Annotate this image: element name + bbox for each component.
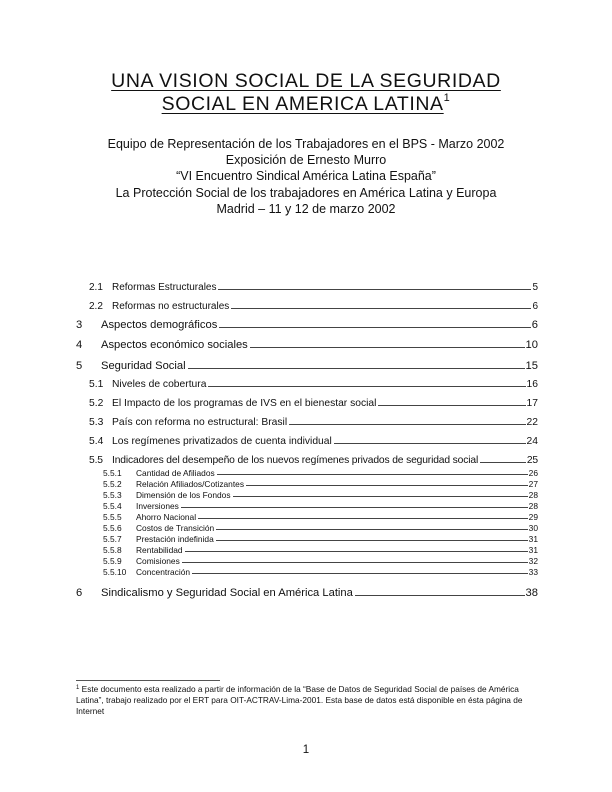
toc-page: 31 bbox=[528, 534, 538, 544]
toc-entry[interactable] bbox=[103, 545, 538, 555]
toc-entry[interactable] bbox=[76, 319, 538, 331]
toc-number: 5 bbox=[76, 360, 83, 372]
toc-page: 27 bbox=[528, 479, 538, 489]
toc-number: 5.2 bbox=[89, 398, 104, 409]
footnote-text: Este documento esta realizado a partir de información de la “Base de Datos de Seguridad Social de países de América Latina”, trabajo realizado por el ERT para OIT-ACTRAV-Lima-2001. Esta base de datos está disponible en ésta página de Internet bbox=[76, 684, 523, 717]
subtitle-line: Madrid – 11 y 12 de marzo 2002 bbox=[216, 201, 396, 216]
toc-entry[interactable] bbox=[103, 523, 538, 533]
toc-entry[interactable] bbox=[89, 455, 538, 466]
toc-label: Indicadores del desempeño de los nuevos regímenes privados de seguridad social bbox=[112, 455, 479, 466]
toc-page: 15 bbox=[525, 360, 538, 372]
toc-number: 5.5.9 bbox=[103, 556, 122, 566]
toc-label: Costos de Transición bbox=[136, 523, 215, 533]
subtitle-line: Exposición de Ernesto Murro bbox=[225, 153, 387, 168]
toc-leader bbox=[250, 346, 525, 348]
toc-label: Inversiones bbox=[136, 501, 179, 511]
toc-leader bbox=[208, 385, 525, 387]
toc-page: 10 bbox=[525, 339, 538, 351]
toc-number: 5.5.3 bbox=[103, 490, 122, 500]
toc-leader bbox=[217, 473, 528, 475]
toc-entry[interactable] bbox=[89, 379, 538, 390]
toc-number: 5.5.6 bbox=[103, 523, 122, 533]
toc-number: 4 bbox=[76, 339, 83, 351]
toc-label: Sindicalismo y Seguridad Social en América Latina bbox=[101, 587, 353, 599]
title-line-1: UNA VISION SOCIAL DE LA SEGURIDAD bbox=[111, 70, 501, 92]
toc-entry[interactable] bbox=[103, 556, 538, 566]
toc-entry[interactable] bbox=[76, 339, 538, 351]
toc-number: 5.5.5 bbox=[103, 512, 122, 522]
toc-label: Aspectos demográficos bbox=[101, 319, 218, 331]
document-title bbox=[0, 70, 612, 116]
toc-leader bbox=[219, 326, 530, 328]
toc-page: 31 bbox=[528, 545, 538, 555]
toc-leader bbox=[480, 461, 526, 463]
toc-page: 24 bbox=[526, 436, 538, 447]
title-footnote-ref[interactable]: 1 bbox=[443, 92, 451, 104]
toc-page: 28 bbox=[528, 490, 538, 500]
toc-label: Prestación indefinida bbox=[136, 534, 214, 544]
footnote-ref: 1 bbox=[76, 685, 80, 691]
toc-entry[interactable] bbox=[89, 436, 538, 447]
toc-entry[interactable] bbox=[89, 282, 538, 293]
toc-label: Los regímenes privatizados de cuenta individual bbox=[112, 436, 332, 447]
toc-leader bbox=[216, 528, 527, 530]
toc-number: 2.2 bbox=[89, 301, 103, 312]
toc-entry[interactable] bbox=[76, 360, 538, 372]
toc-leader bbox=[231, 307, 531, 309]
toc-label: El Impacto de los programas de IVS en el bienestar social bbox=[112, 398, 377, 409]
toc-number: 2.1 bbox=[89, 282, 103, 293]
toc-label: Rentabilidad bbox=[136, 545, 183, 555]
toc-entry[interactable] bbox=[103, 468, 538, 478]
toc-number: 5.1 bbox=[89, 379, 104, 390]
toc-page: 6 bbox=[532, 301, 538, 312]
toc-leader bbox=[334, 442, 526, 444]
toc-label: Niveles de cobertura bbox=[112, 379, 207, 390]
toc-number: 6 bbox=[76, 587, 83, 599]
toc-leader bbox=[188, 367, 525, 369]
toc-entry[interactable] bbox=[103, 479, 538, 489]
toc-leader bbox=[192, 572, 528, 574]
toc-label: Aspectos económico sociales bbox=[101, 339, 248, 351]
toc-leader bbox=[182, 561, 528, 563]
toc-page: 6 bbox=[531, 319, 538, 331]
toc-label: Reformas no estructurales bbox=[112, 301, 230, 312]
subtitle-line: Equipo de Representación de los Trabajadores en el BPS - Marzo 2002 bbox=[107, 137, 505, 151]
subtitle-line: “VI Encuentro Sindical América Latina España” bbox=[176, 169, 436, 184]
toc-page: 16 bbox=[526, 379, 538, 390]
toc-number: 5.5.1 bbox=[103, 468, 122, 478]
toc-label: Seguridad Social bbox=[101, 360, 186, 372]
page-number: 1 bbox=[302, 744, 310, 756]
toc-page: 38 bbox=[525, 587, 538, 599]
title-line-2: SOCIAL EN AMERICA LATINA bbox=[161, 93, 444, 115]
subtitle-line: La Protección Social de los trabajadores en América Latina y Europa bbox=[115, 185, 497, 200]
toc-number: 5.5.2 bbox=[103, 479, 122, 489]
toc-leader bbox=[218, 288, 531, 290]
toc-number: 5.5.10 bbox=[103, 567, 127, 577]
toc-leader bbox=[181, 506, 528, 508]
toc-label: País con reforma no estructural: Brasil bbox=[112, 417, 288, 428]
toc-entry[interactable] bbox=[103, 534, 538, 544]
toc-number: 5.5.4 bbox=[103, 501, 122, 511]
toc-leader bbox=[216, 539, 528, 541]
toc-page: 22 bbox=[526, 417, 538, 428]
toc-page: 28 bbox=[528, 501, 538, 511]
footnote bbox=[76, 684, 538, 718]
toc-label: Dimensión de los Fondos bbox=[136, 490, 231, 500]
toc-page: 29 bbox=[528, 512, 538, 522]
toc-leader bbox=[378, 404, 525, 406]
toc-label: Comisiones bbox=[136, 556, 180, 566]
toc-number: 5.5.7 bbox=[103, 534, 122, 544]
document-subtitle bbox=[0, 136, 612, 217]
toc-entry[interactable] bbox=[103, 490, 538, 500]
toc-entry[interactable] bbox=[103, 501, 538, 511]
toc-label: Relación Afiliados/Cotizantes bbox=[136, 479, 245, 489]
toc-label: Cantidad de Afiliados bbox=[136, 468, 215, 478]
toc-leader bbox=[233, 495, 528, 497]
toc-page: 17 bbox=[526, 398, 538, 409]
toc-number: 5.3 bbox=[89, 417, 104, 428]
toc-leader bbox=[246, 484, 528, 486]
toc-number: 5.5 bbox=[89, 455, 103, 466]
toc-leader bbox=[355, 594, 525, 596]
toc-number: 5.4 bbox=[89, 436, 104, 447]
toc-entry[interactable] bbox=[76, 587, 538, 599]
toc-entry[interactable] bbox=[89, 398, 538, 409]
toc-label: Ahorro Nacional bbox=[136, 512, 197, 522]
toc-page: 30 bbox=[528, 523, 538, 533]
toc-leader bbox=[198, 517, 528, 519]
toc-leader bbox=[289, 423, 525, 425]
toc-number: 3 bbox=[76, 319, 83, 331]
toc-page: 25 bbox=[526, 455, 538, 466]
toc-page: 32 bbox=[528, 556, 538, 566]
toc-page: 26 bbox=[528, 468, 538, 478]
toc-number: 5.5.8 bbox=[103, 545, 122, 555]
toc-entry[interactable] bbox=[103, 512, 538, 522]
toc-entry[interactable] bbox=[89, 417, 538, 428]
toc-label: Reformas Estructurales bbox=[112, 282, 217, 293]
toc-label: Concentración bbox=[136, 567, 191, 577]
toc-leader bbox=[185, 550, 528, 552]
toc-entry[interactable] bbox=[103, 567, 538, 577]
toc-entry[interactable] bbox=[89, 301, 538, 312]
footnote-separator bbox=[76, 680, 220, 681]
toc-page: 5 bbox=[532, 282, 538, 293]
toc-page: 33 bbox=[528, 567, 538, 577]
